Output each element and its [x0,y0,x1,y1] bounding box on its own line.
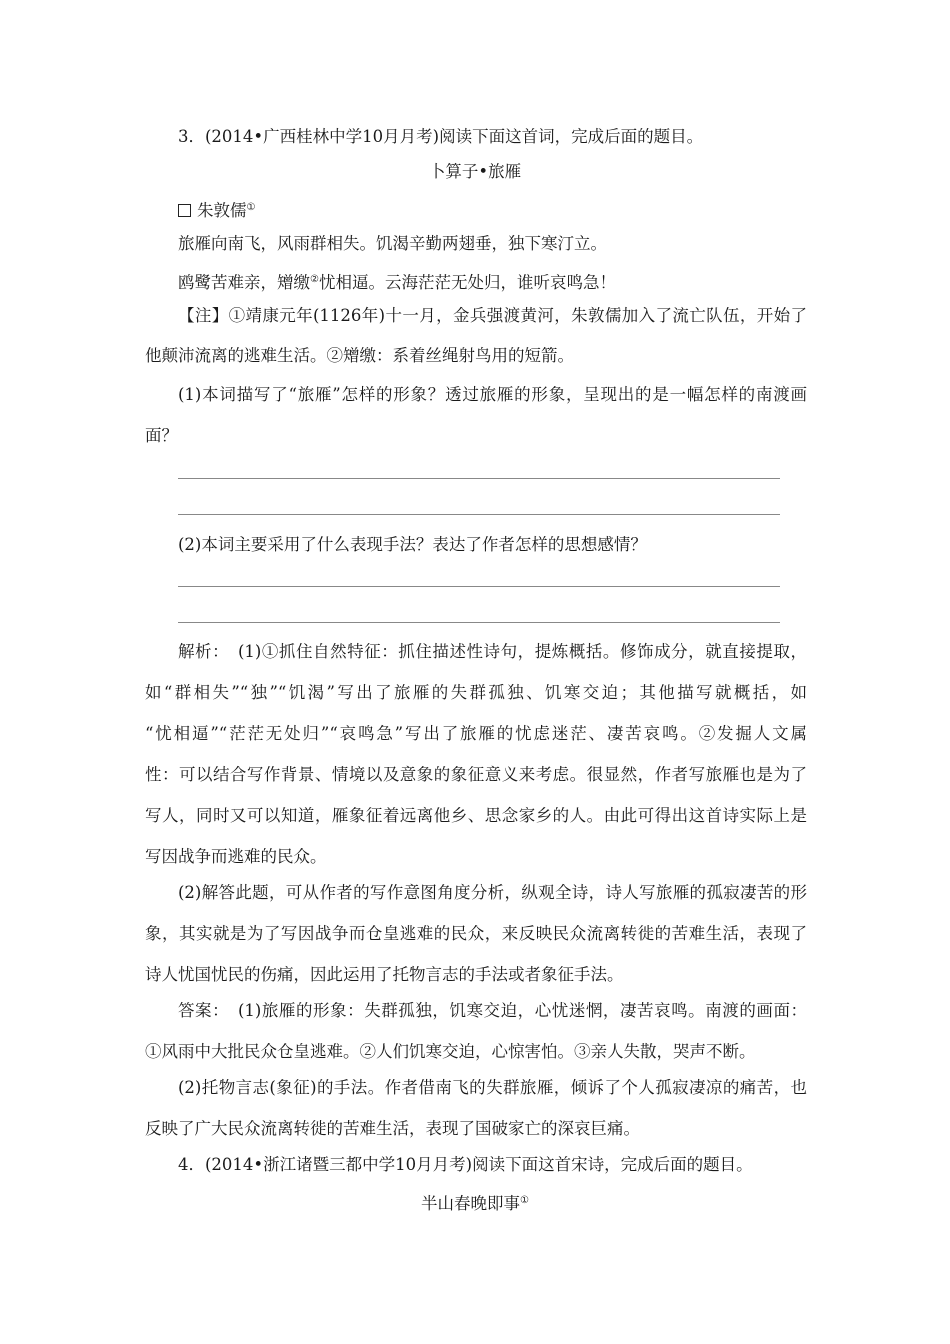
analysis-line: “忧相逼”“茫茫无处归”“哀鸣急”写出了旅雁的忧虑迷茫、凄苦哀鸣。②发掘人文属 [145,724,807,743]
analysis-line: 写人，同时又可以知道，雁象征着远离他乡、思念家乡的人。由此可得出这首诗实际上是 [145,806,807,825]
note-line-2: 他颠沛流离的逃难生活。②矰缴：系着丝绳射鸟用的短箭。 [145,346,574,365]
analysis-line: 如“群相失”“独”“饥渴”写出了旅雁的失群孤独、饥寒交迫；其他描写就概括，如 [145,683,807,702]
poem-author [178,196,255,223]
poem-line-2-mark: ② [310,274,319,285]
analysis-2-line: 诗人忧国忧民的伤痛，因此运用了托物言志的手法或者象征手法。 [145,965,624,984]
subquestion-1-line-1: (1)本词描写了“旅雁”怎样的形象？透过旅雁的形象，呈现出的是一幅怎样的南渡画 [178,385,807,404]
answer-text-line: 答案： (1)旅雁的形象：失群孤独，饥寒交迫，心忧迷惘，凄苦哀鸣。南渡的画面： [178,1001,807,1020]
answer-line[interactable] [178,622,780,623]
poem-line-1: 旅雁向南飞，风雨群相失。饥渴辛勤两翅垂，独下寒汀立。 [178,234,607,253]
poem-line-2-part-b: 忧相逼。云海茫茫无处归，谁听哀鸣急！ [318,273,616,292]
subquestion-2: (2)本词主要采用了什么表现手法？表达了作者怎样的思想感情？ [178,535,647,554]
author-name: 朱敦儒 [197,201,247,220]
analysis-line: 性：可以结合写作背景、情境以及意象的象征意义来考虑。很显然，作者写旅雁也是为了 [145,765,807,784]
answer-line[interactable] [178,514,780,515]
poem-title-2 [0,1189,950,1216]
analysis-2-line: 象，其实就是为了写因战争而仓皇逃难的民众，来反映民众流离转徙的苦难生活，表现了 [145,924,807,943]
subquestion-1-line-2: 面？ [145,426,178,445]
answer-line[interactable] [178,478,780,479]
answer-line[interactable] [178,586,780,587]
question-4-header: 4．(2014•浙江诸暨三都中学10月月考)阅读下面这首宋诗，完成后面的题目。 [178,1155,753,1174]
analysis-line: 写因战争而逃难的民众。 [145,847,327,866]
analysis-line: 解析： (1)①抓住自然特征：抓住描述性诗句，提炼概括。修饰成分，就直接提取， [178,642,807,661]
poem-title: 卜算子•旅雁 [428,162,522,181]
poem-title-2-text: 半山春晚即事 [421,1194,521,1213]
author-note-mark: ① [246,202,256,213]
poem-line-2-part-a: 鸥鹭苦难亲，矰缴 [178,273,310,292]
note-line-1: 【注】①靖康元年(1126年)十一月，金兵强渡黄河，朱敦儒加入了流亡队伍，开始了 [178,306,807,325]
question-3-header: 3．(2014•广西桂林中学10月月考)阅读下面这首词，完成后面的题目。 [178,127,704,146]
checkbox-icon [178,204,191,217]
answer-text-line: ①风雨中大批民众仓皇逃难。②人们饥寒交迫，心惊害怕。③亲人失散，哭声不断。 [145,1042,756,1061]
poem-title-2-mark: ① [520,1195,529,1206]
analysis-2-line: (2)解答此题，可从作者的写作意图角度分析，纵观全诗，诗人写旅雁的孤寂凄苦的形 [178,883,807,902]
answer-text-line: 反映了广大民众流离转徙的苦难生活，表现了国破家亡的深哀巨痛。 [145,1119,640,1138]
poem-line-2 [178,268,616,295]
answer-text-line: (2)托物言志(象征)的手法。作者借南飞的失群旅雁，倾诉了个人孤寂凄凉的痛苦，也 [178,1078,807,1097]
